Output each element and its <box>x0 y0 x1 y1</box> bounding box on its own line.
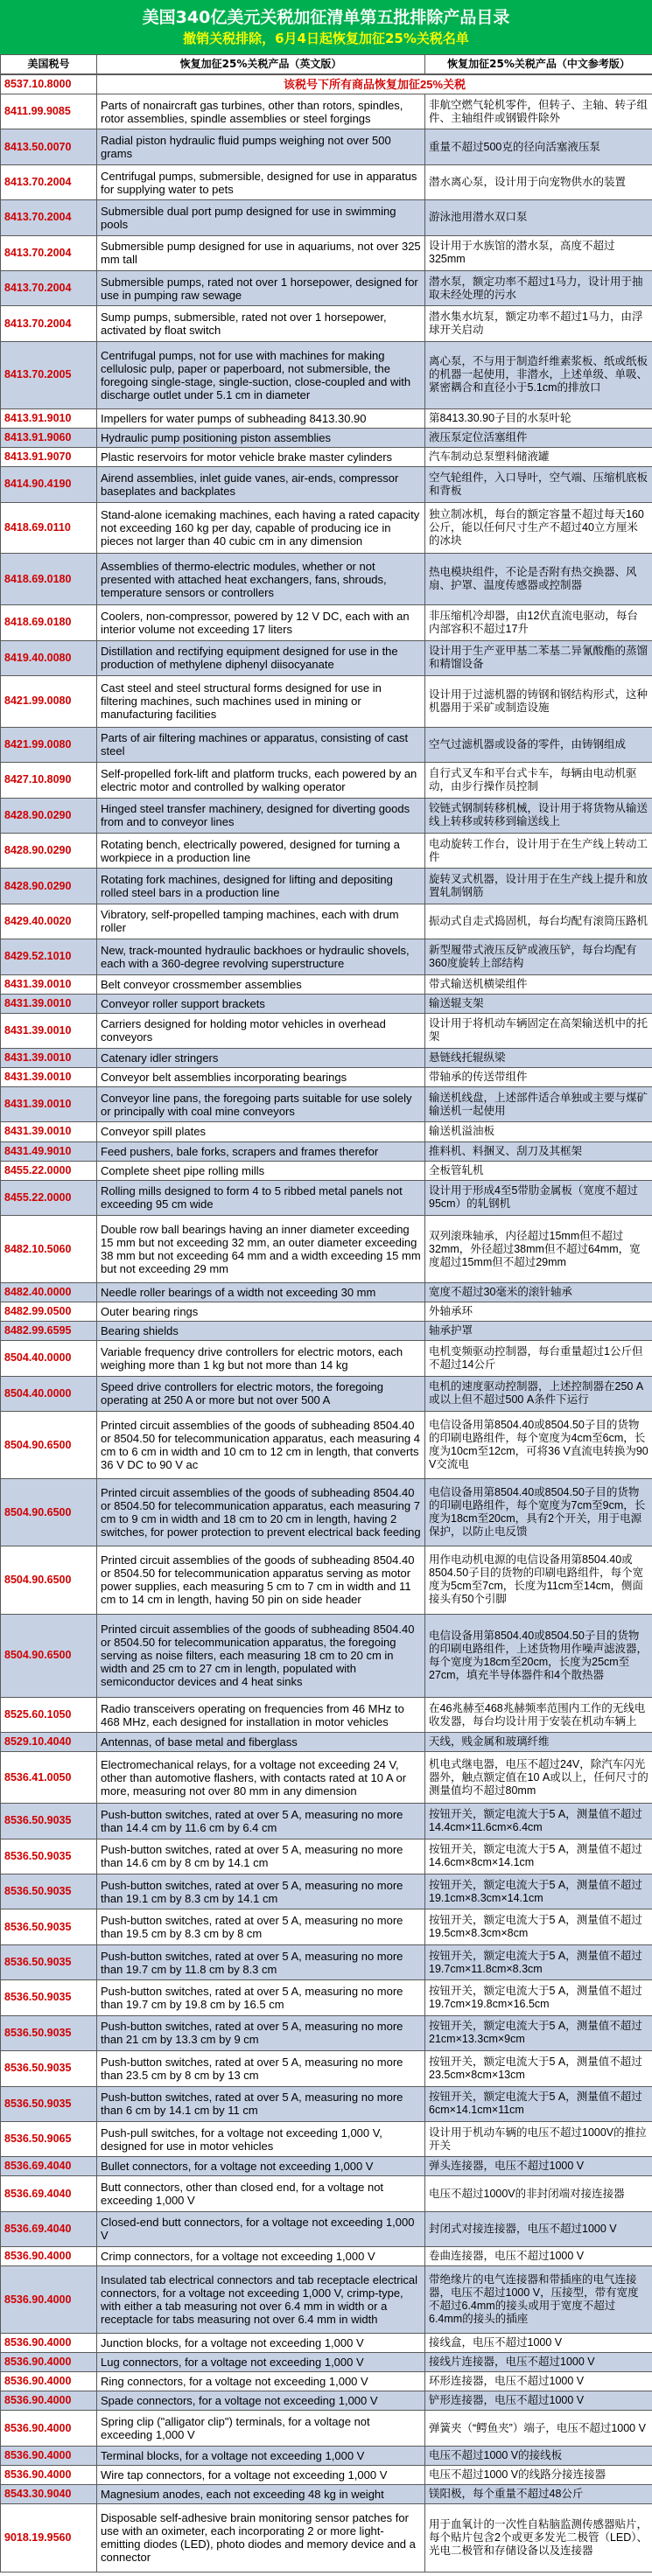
table-row <box>1 675 652 727</box>
tariff-code-cell: 8428.90.0290 <box>1 798 97 833</box>
chinese-description-cell: 空气过滤机器或设备的零件，由铸钢组成 <box>425 727 652 762</box>
tariff-code-cell: 8455.22.0000 <box>1 1161 97 1180</box>
table-row <box>1 341 652 408</box>
table-row <box>1 2211 652 2246</box>
english-description-cell: Double row ball bearings having an inner diameter exceeding 15 mm but not exceeding 32 mm, an outer diameter exceeding 38 mm but not exceeding 64 mm and a width exceeding 15 mm but not exceeding 29 mm <box>97 1215 425 1282</box>
tariff-code-cell: 8525.60.1050 <box>1 1698 97 1733</box>
tariff-code-cell: 8536.50.9035 <box>1 2086 97 2121</box>
english-description-cell: Junction blocks, for a voltage not exceeding 1,000 V <box>97 2334 425 2353</box>
tariff-code-cell: 8504.40.0000 <box>1 1341 97 1376</box>
tariff-code-cell: 8536.50.9035 <box>1 1804 97 1839</box>
chinese-description-cell: 设计用于过滤机器的铸钢和钢结构形式，这种机器用于采矿或制造设施 <box>425 675 652 727</box>
english-description-cell: Bearing shields <box>97 1322 425 1341</box>
english-description-cell: Variable frequency drive controllers for electric motors, each weighing more than 1 kg but not more than 14 kg <box>97 1341 425 1376</box>
chinese-description-cell: 按钮开关，额定电流大于5 A，测量值不超过19.5cm×8.3cm×8cm <box>425 1909 652 1944</box>
chinese-description-cell: 推料机、料捆叉、刮刀及其框架 <box>425 1141 652 1161</box>
chinese-description-cell: 宽度不超过30毫米的滚针轴承 <box>425 1283 652 1302</box>
tariff-code-cell: 8411.99.9085 <box>1 94 97 129</box>
english-description-cell: Push-button switches, rated at over 5 A, measuring no more than 19.5 cm by 8.3 cm by 8 cm <box>97 1909 425 1944</box>
chinese-description-cell: 潜水集水坑泵，额定功率不超过1马力，由浮球开关启动 <box>425 306 652 341</box>
english-description-cell: Conveyor roller support brackets <box>97 994 425 1013</box>
chinese-description-cell: 电信设备用第8504.40或8504.50子目的货物的印刷电路组件，每个宽度为7cm至9cm，长度为18cm至20cm，具有2个开关，用于电源保护，以防止电反馈 <box>425 1479 652 1546</box>
english-description-cell: Parts of nonaircraft gas turbines, other than rotors, spindles, rotor assemblies, spindle assemblies or steel forgings <box>97 94 425 129</box>
table-row <box>1 939 652 974</box>
table-row <box>1 2353 652 2372</box>
chinese-description-cell: 设计用于生产亚甲基二苯基二异氰酸酯的蒸馏和精馏设备 <box>425 640 652 675</box>
tariff-code-cell: 8428.90.0290 <box>1 869 97 904</box>
chinese-description-cell: 在46兆赫至468兆赫频率范围内工作的无线电收发器，每台均设计用于安装在机动车辆上 <box>425 1698 652 1733</box>
table-row <box>1 164 652 199</box>
tariff-code-cell: 8413.70.2004 <box>1 306 97 341</box>
tariff-code-cell: 8413.70.2004 <box>1 271 97 306</box>
english-description-cell: Centrifugal pumps, not for use with machines for making cellulosic pulp, paper or paperboard, not submersible, the foregoing single-stage, single-suction, close-coupled and with discharge outlet under 5.1 cm in diameter <box>97 341 425 408</box>
table-row <box>1 727 652 762</box>
table-row <box>1 869 652 904</box>
table-row <box>1 467 652 502</box>
chinese-description-cell: 铲形连接器，电压不超过1000 V <box>425 2391 652 2411</box>
chinese-description-cell: 离心泵，不与用于制造纤维素浆板、纸或纸板的机器一起使用，非潜水，上述单级、单吸、紧密耦合和直径小于5.1cm的排放口 <box>425 341 652 408</box>
chinese-description-cell: 电信设备用第8504.40或8504.50子目的货物的印刷电路组件，上述货物用作噪声滤波器，每个宽度为18cm至20cm，长度为25cm至27cm，填充半导体器件和4个散热器 <box>425 1614 652 1698</box>
table-row <box>1 798 652 833</box>
english-description-cell: Cast steel and steel structural forms designed for use in filtering machines, such machines used in mining or manufacturing facilities <box>97 675 425 727</box>
chinese-description-cell: 接线盒，电压不超过1000 V <box>425 2334 652 2353</box>
chinese-description-cell: 全板管轧机 <box>425 1161 652 1180</box>
tariff-code-cell: 8413.91.9010 <box>1 409 97 429</box>
header-english: 恢复加征25%关税产品（英文版） <box>97 55 425 74</box>
table-row <box>1 1161 652 1180</box>
tariff-code-cell: 8536.90.4000 <box>1 2465 97 2484</box>
english-description-cell: Rolling mills designed to form 4 to 5 ribbed metal panels not exceeding 95 cm wide <box>97 1180 425 1215</box>
table-row <box>1 129 652 164</box>
table-row <box>1 502 652 554</box>
english-description-cell: Terminal blocks, for a voltage not exceeding 1,000 V <box>97 2446 425 2465</box>
tariff-code-cell: 8536.90.4000 <box>1 2353 97 2372</box>
chinese-description-cell: 电信设备用第8504.40或8504.50子目的货物的印刷电路组件，每个宽度为4cm至6cm，长度为10cm至12cm，可将36 V直流电转换为90 V交流电 <box>425 1412 652 1479</box>
tariff-code-cell: 8536.90.4000 <box>1 2334 97 2353</box>
chinese-description-cell: 按钮开关，额定电流大于5 A，测量值不超过6cm×14.1cm×11cm <box>425 2086 652 2121</box>
table-row <box>1 974 652 994</box>
english-description-cell: Disposable self-adhesive brain monitoring sensor patches for use with an oximeter, each incorporating 2 or more light-emitting diodes (LED), photo diodes and memory device and a connector <box>97 2503 425 2572</box>
english-description-cell: Printed circuit assemblies of the goods of subheading 8504.40 or 8504.50 for telecommunication apparatus, the foregoing serving as noise filters, each measuring 18 cm to 20 cm in width and 25 cm to 27 cm in length, populated with semiconductor devices and 4 heat sinks <box>97 1614 425 1698</box>
english-description-cell: Sump pumps, submersible, rated not over 1 horsepower, activated by float switch <box>97 306 425 341</box>
table-row <box>1 640 652 675</box>
chinese-description-cell: 新型履带式液压反铲或液压铲，每台均配有360度旋转上部结构 <box>425 939 652 974</box>
english-description-cell: Hinged steel transfer machinery, designed for diverting goods from and to conveyor lines <box>97 798 425 833</box>
chinese-description-cell: 游泳池用潜水双口泵 <box>425 200 652 235</box>
chinese-description-cell: 潜水泵，额定功率不超过1马力，设计用于抽取未经处理的污水 <box>425 271 652 306</box>
tariff-code-cell: 8536.69.4040 <box>1 2211 97 2246</box>
english-description-cell: Needle roller bearings of a width not exceeding 30 mm <box>97 1283 425 1302</box>
english-description-cell: Assemblies of thermo-electric modules, whether or not presented with attached heat exchangers, fans, shrouds, temperature sensors or controllers <box>97 554 425 605</box>
table-row <box>1 605 652 640</box>
english-description-cell: Printed circuit assemblies of the goods of subheading 8504.40 or 8504.50 for telecommunication apparatus serving as motor power supplies, each measuring 5 cm to 7 cm in width and 11 cm to 14 cm in length, having 50 pin on side header <box>97 1546 425 1614</box>
table-row <box>1 2391 652 2411</box>
chinese-description-cell: 输送辊支架 <box>425 994 652 1013</box>
english-description-cell: Belt conveyor crossmember assemblies <box>97 974 425 994</box>
english-description-cell: Printed circuit assemblies of the goods of subheading 8504.40 or 8504.50 for telecommunication apparatus, each measuring 7 cm to 9 cm in width and 18 cm to 20 cm in length, having 2 switches, for power protection to prevent electrical back feeding <box>97 1479 425 1546</box>
table-row <box>1 2334 652 2353</box>
english-description-cell: Radial piston hydraulic fluid pumps weighing not over 500 grams <box>97 129 425 164</box>
restore-all-note: 该税号下所有商品恢复加征25%关税 <box>97 75 652 94</box>
english-description-cell: Conveyor belt assemblies incorporating bearings <box>97 1068 425 1087</box>
english-description-cell: Rotating bench, electrically powered, designed for turning a workpiece in a production line <box>97 833 425 868</box>
english-description-cell: Conveyor line pans, the foregoing parts suitable for use solely or principally with coal mine conveyors <box>97 1087 425 1122</box>
chinese-description-cell: 设计用于机动车辆的电压不超过1000V的推拉开关 <box>425 2121 652 2156</box>
chinese-description-cell: 输送机溢油板 <box>425 1122 652 1141</box>
chinese-description-cell: 独立制冰机，每台的额定容量不超过每天160公斤，能以任何尺寸生产不超过40立方厘米的冰块 <box>425 502 652 554</box>
chinese-description-cell: 自行式叉车和平台式卡车，每辆由电动机驱动，由步行操作员控制 <box>425 763 652 798</box>
english-description-cell: Closed-end butt connectors, for a voltage not exceeding 1,000 V <box>97 2211 425 2246</box>
tariff-code-cell: 8418.69.0180 <box>1 605 97 640</box>
chinese-description-cell: 液压泵定位活塞组件 <box>425 429 652 448</box>
chinese-description-cell: 按钮开关，额定电流大于5 A，测量值不超过19.7cm×11.8cm×8.3cm <box>425 1944 652 1979</box>
english-description-cell: Electromechanical relays, for a voltage not exceeding 24 V, other than automotive flashers, with contacts rated at 10 A or more, measuring not over 80 mm in any dimension <box>97 1752 425 1804</box>
table-row <box>1 1839 652 1874</box>
tariff-code-cell: 8421.99.0080 <box>1 727 97 762</box>
english-description-cell: Push-button switches, rated at over 5 A, measuring no more than 23.5 cm by 8 cm by 13 cm <box>97 2051 425 2086</box>
tariff-code-cell: 8418.69.0180 <box>1 554 97 605</box>
table-row <box>1 409 652 429</box>
english-description-cell: Insulated tab electrical connectors and tab receptacle electrical connectors, for a voltage not exceeding 1,000 V, crimp-type, with either a tab measuring not over 6.4 mm in width or a receptacle for tabs measuring not over 6.4 mm in width <box>97 2266 425 2334</box>
table-row <box>1 1980 652 2015</box>
english-description-cell: Self-propelled fork-lift and platform trucks, each powered by an electric motor and controlled by walking operator <box>97 763 425 798</box>
table-row <box>1 1479 652 1546</box>
english-description-cell: Printed circuit assemblies of the goods of subheading 8504.40 or 8504.50 for telecommunication apparatus, each measuring 4 cm to 6 cm in width and 10 cm to 12 cm in length, that converts 36 V DC to 90 V ac <box>97 1412 425 1479</box>
chinese-description-cell: 弹簧夹（“鳄鱼夹”）端子，电压不超过1000 V <box>425 2411 652 2446</box>
chinese-description-cell: 按钮开关，额定电流大于5 A，测量值不超过23.5cm×8cm×13cm <box>425 2051 652 2086</box>
english-description-cell: Parts of air filtering machines or apparatus, consisting of cast steel <box>97 727 425 762</box>
chinese-description-cell: 设计用于将机动车辆固定在高架输送机中的托架 <box>425 1013 652 1048</box>
tariff-code-cell: 8429.52.1010 <box>1 939 97 974</box>
table-row <box>1 2372 652 2391</box>
table-row <box>1 75 652 94</box>
header-chinese: 恢复加征25%关税产品（中文参考版） <box>425 55 652 74</box>
table-row <box>1 1013 652 1048</box>
table-row <box>1 1733 652 1752</box>
tariff-code-cell: 8504.90.6500 <box>1 1412 97 1479</box>
table-row <box>1 94 652 129</box>
tariff-code-cell: 8431.39.0010 <box>1 1087 97 1122</box>
chinese-description-cell: 带轴承的传送带组件 <box>425 1068 652 1087</box>
english-description-cell: Crimp connectors, for a voltage not exceeding 1,000 V <box>97 2247 425 2266</box>
tariff-code-cell: 8536.50.9035 <box>1 2015 97 2050</box>
table-row <box>1 2411 652 2446</box>
table-row <box>1 554 652 605</box>
chinese-description-cell: 带式输送机横梁组件 <box>425 974 652 994</box>
tariff-code-cell: 8429.40.0020 <box>1 904 97 939</box>
tariff-code-cell: 8413.70.2005 <box>1 341 97 408</box>
chinese-description-cell: 重量不超过500克的径向活塞液压泵 <box>425 129 652 164</box>
chinese-description-cell: 电压不超过1000 V的线路分接连接器 <box>425 2465 652 2484</box>
english-description-cell: Impellers for water pumps of subheading 8413.30.90 <box>97 409 425 429</box>
table-row <box>1 448 652 467</box>
tariff-code-cell: 8431.39.0010 <box>1 1049 97 1068</box>
table-row <box>1 1087 652 1122</box>
table-row <box>1 2503 652 2572</box>
english-description-cell: Catenary idler stringers <box>97 1049 425 1068</box>
table-row <box>1 1874 652 1909</box>
tariff-code-cell: 8536.50.9035 <box>1 2051 97 2086</box>
table-row <box>1 1909 652 1944</box>
table-row <box>1 200 652 235</box>
tariff-code-cell: 8431.39.0010 <box>1 1013 97 1048</box>
table-row <box>1 1341 652 1376</box>
table-row <box>1 1376 652 1411</box>
english-description-cell: Airend assemblies, inlet guide vanes, air-ends, compressor baseplates and backplates <box>97 467 425 502</box>
chinese-description-cell: 电机变频驱动控制器，每台重量超过1公斤但不超过14公斤 <box>425 1341 652 1376</box>
english-description-cell: Ring connectors, for a voltage not exceeding 1,000 V <box>97 2372 425 2391</box>
title-banner <box>0 0 652 54</box>
tariff-code-cell: 8504.90.6500 <box>1 1546 97 1614</box>
tariff-code-cell: 8482.99.0500 <box>1 1302 97 1322</box>
english-description-cell: Centrifugal pumps, submersible, designed for use in apparatus for supplying water to pets <box>97 164 425 199</box>
tariff-code-cell: 8455.22.0000 <box>1 1180 97 1215</box>
table-row <box>1 2266 652 2334</box>
tariff-code-cell: 8413.50.0070 <box>1 129 97 164</box>
english-description-cell: Push-pull switches, for a voltage not exceeding 1,000 V, designed for use in motor vehicles <box>97 2121 425 2156</box>
chinese-description-cell: 镁阳极，每个重量不超过48公斤 <box>425 2484 652 2503</box>
table-row <box>1 1614 652 1698</box>
table-row <box>1 833 652 868</box>
chinese-description-cell: 电压不超过1000 V的接线板 <box>425 2446 652 2465</box>
tariff-code-cell: 8431.39.0010 <box>1 1068 97 1087</box>
chinese-description-cell: 封闭式对接连接器，电压不超过1000 V <box>425 2211 652 2246</box>
table-row <box>1 1752 652 1804</box>
tariff-code-cell: 8536.50.9035 <box>1 1980 97 2015</box>
english-description-cell: Vibratory, self-propelled tamping machines, each with drum roller <box>97 904 425 939</box>
table-row <box>1 1546 652 1614</box>
tariff-code-cell: 8529.10.4040 <box>1 1733 97 1752</box>
page-title: 美国340亿美元关税加征清单第五批排除产品目录 <box>142 8 510 27</box>
table-row <box>1 1215 652 1282</box>
english-description-cell: Speed drive controllers for electric motors, the foregoing operating at 250 A or more but not over 500 A <box>97 1376 425 1411</box>
english-description-cell: Butt connectors, other than closed end, for a voltage not exceeding 1,000 V <box>97 2176 425 2211</box>
tariff-code-cell: 8431.39.0010 <box>1 994 97 1013</box>
table-row <box>1 763 652 798</box>
tariff-code-cell: 8431.39.0010 <box>1 974 97 994</box>
chinese-description-cell: 电动旋转工作台，设计用于在生产线上转动工件 <box>425 833 652 868</box>
chinese-description-cell: 热电模块组件，不论是否附有热交换器、风扇、护罩、温度传感器或控制器 <box>425 554 652 605</box>
chinese-description-cell: 外轴承环 <box>425 1302 652 1322</box>
chinese-description-cell: 按钮开关，额定电流大于5 A，测量值不超过14.4cm×11.6cm×6.4cm <box>425 1804 652 1839</box>
chinese-description-cell: 用于血氧计的一次性自粘脑监测传感器贴片，每个贴片包含2个或更多发光二极管（LED）、光电二极管和存储设备以及连接器 <box>425 2503 652 2572</box>
english-description-cell: Spade connectors, for a voltage not exceeding 1,000 V <box>97 2391 425 2411</box>
table-row <box>1 271 652 306</box>
chinese-description-cell: 按钮开关，额定电流大于5 A，测量值不超过21cm×13.3cm×9cm <box>425 2015 652 2050</box>
tariff-code-cell: 8504.90.6500 <box>1 1614 97 1698</box>
tariff-code-cell: 8482.10.5060 <box>1 1215 97 1282</box>
tariff-table-body <box>1 75 652 2573</box>
tariff-code-cell: 8536.69.4040 <box>1 2157 97 2176</box>
tariff-code-cell: 8536.90.4000 <box>1 2266 97 2334</box>
table-row <box>1 1302 652 1322</box>
tariff-code-cell: 8536.50.9065 <box>1 2121 97 2156</box>
table-row <box>1 306 652 341</box>
table-row <box>1 2015 652 2050</box>
table-row <box>1 2465 652 2484</box>
tariff-code-cell: 8536.90.4000 <box>1 2411 97 2446</box>
english-description-cell: Conveyor spill plates <box>97 1122 425 1141</box>
tariff-code-cell: 8414.90.4190 <box>1 467 97 502</box>
english-description-cell: Plastic reservoirs for motor vehicle brake master cylinders <box>97 448 425 467</box>
chinese-description-cell: 卷曲连接器，电压不超过1000 V <box>425 2247 652 2266</box>
english-description-cell: Outer bearing rings <box>97 1302 425 1322</box>
chinese-description-cell: 接线片连接器，电压不超过1000 V <box>425 2353 652 2372</box>
tariff-code-cell: 8427.10.8090 <box>1 763 97 798</box>
english-description-cell: Feed pushers, bale forks, scrapers and frames therefor <box>97 1141 425 1161</box>
chinese-description-cell: 铰链式钢制转移机械，设计用于将货物从输送线上转移或转移到输送线上 <box>425 798 652 833</box>
tariff-code-cell: 8413.70.2004 <box>1 235 97 270</box>
tariff-code-cell: 8413.91.9070 <box>1 448 97 467</box>
chinese-description-cell: 空气轮组件，入口导叶，空气端、压缩机底板和背板 <box>425 467 652 502</box>
table-row <box>1 429 652 448</box>
english-description-cell: Magnesium anodes, each not exceeding 48 kg in weight <box>97 2484 425 2503</box>
table-row <box>1 1322 652 1341</box>
tariff-code-cell: 8413.70.2004 <box>1 164 97 199</box>
tariff-code-cell: 8418.69.0110 <box>1 502 97 554</box>
table-row <box>1 1804 652 1839</box>
chinese-description-cell: 电机的速度驱动控制器，上述控制器在250 A或以上但不超过500 A条件下运行 <box>425 1376 652 1411</box>
tariff-code-cell: 8482.40.0000 <box>1 1283 97 1302</box>
tariff-code-cell: 8431.39.0010 <box>1 1122 97 1141</box>
english-description-cell: Lug connectors, for a voltage not exceeding 1,000 V <box>97 2353 425 2372</box>
table-row <box>1 1698 652 1733</box>
tariff-code-cell: 8536.90.4000 <box>1 2446 97 2465</box>
chinese-description-cell: 振动式自走式捣固机，每台均配有滚筒压路机 <box>425 904 652 939</box>
tariff-code-cell: 8482.99.6595 <box>1 1322 97 1341</box>
english-description-cell: Antennas, of base metal and fiberglass <box>97 1733 425 1752</box>
english-description-cell: Complete sheet pipe rolling mills <box>97 1161 425 1180</box>
tariff-code-cell: 8504.40.0000 <box>1 1376 97 1411</box>
page-subtitle: 撤销关税排除，6月4日起恢复加征25%关税名单 <box>183 31 469 46</box>
chinese-description-cell: 环形连接器，电压不超过1000 V <box>425 2372 652 2391</box>
table-row <box>1 1412 652 1479</box>
english-description-cell: Push-button switches, rated at over 5 A, measuring no more than 14.4 cm by 11.6 cm by 6.4 cm <box>97 1804 425 1839</box>
tariff-code-cell: 8428.90.0290 <box>1 833 97 868</box>
chinese-description-cell: 机电式继电器，电压不超过24V，除汽车闪光器外，触点额定值在10 A或以上，任何尺寸的测量值均不超过80mm <box>425 1752 652 1804</box>
chinese-description-cell: 非压缩机冷却器，由12伏直流电驱动，每台内部容积不超过17升 <box>425 605 652 640</box>
table-row <box>1 1068 652 1087</box>
table-row <box>1 2086 652 2121</box>
chinese-description-cell: 第8413.30.90子目的水泵叶轮 <box>425 409 652 429</box>
english-description-cell: Push-button switches, rated at over 5 A, measuring no more than 14.6 cm by 8 cm by 14.1 cm <box>97 1839 425 1874</box>
tariff-code-cell: 8536.50.9035 <box>1 1909 97 1944</box>
tariff-code-cell: 8537.10.8000 <box>1 75 97 94</box>
table-row <box>1 2247 652 2266</box>
tariff-code-cell: 8413.70.2004 <box>1 200 97 235</box>
table-row <box>1 2121 652 2156</box>
tariff-code-cell: 8536.90.4000 <box>1 2391 97 2411</box>
header-row <box>1 55 652 74</box>
chinese-description-cell: 用作电动机电源的电信设备用第8504.40或8504.50子目的货物的印刷电路组件，每个宽度为5cm至7cm，长度为11cm至14cm，侧面接头有50个引脚 <box>425 1546 652 1614</box>
chinese-description-cell: 电压不超过1000V的非封闭端对接连接器 <box>425 2176 652 2211</box>
table-row <box>1 994 652 1013</box>
chinese-description-cell: 弹头连接器，电压不超过1000 V <box>425 2157 652 2176</box>
chinese-description-cell: 潜水离心泵，设计用于向宠物供水的装置 <box>425 164 652 199</box>
english-description-cell: Distillation and rectifying equipment designed for use in the production of methylene diphenyl diisocyanate <box>97 640 425 675</box>
tariff-code-cell: 8413.91.9060 <box>1 429 97 448</box>
table-row <box>1 2484 652 2503</box>
tariff-code-cell: 8543.30.9040 <box>1 2484 97 2503</box>
english-description-cell: Push-button switches, rated at over 5 A, measuring no more than 21 cm by 13.3 cm by 9 cm <box>97 2015 425 2050</box>
english-description-cell: Spring clip ("alligator clip") terminals, for a voltage not exceeding 1,000 V <box>97 2411 425 2446</box>
table-row <box>1 2446 652 2465</box>
chinese-description-cell: 输送机线盘，上述部件适合单独或主要与煤矿输送机一起使用 <box>425 1087 652 1122</box>
english-description-cell: Push-button switches, rated at over 5 A, measuring no more than 6 cm by 14.1 cm by 11 cm <box>97 2086 425 2121</box>
chinese-description-cell: 轴承护罩 <box>425 1322 652 1341</box>
tariff-code-cell: 8536.50.9035 <box>1 1874 97 1909</box>
english-description-cell: Submersible pumps, rated not over 1 horsepower, designed for use in pumping raw sewage <box>97 271 425 306</box>
tariff-code-cell: 8431.49.9010 <box>1 1141 97 1161</box>
table-row <box>1 1122 652 1141</box>
tariff-code-cell: 8536.41.0050 <box>1 1752 97 1804</box>
tariff-code-cell: 8504.90.6500 <box>1 1479 97 1546</box>
chinese-description-cell: 带绝缘片的电气连接器和带插座的电气连接器，电压不超过1000 V，压接型，带有宽度不超过6.4mm的接头或用于宽度不超过6.4mm的接头的插座 <box>425 2266 652 2334</box>
tariff-code-cell: 8536.90.4000 <box>1 2247 97 2266</box>
table-row <box>1 1944 652 1979</box>
english-description-cell: Wire tap connectors, for a voltage not exceeding 1,000 V <box>97 2465 425 2484</box>
tariff-table <box>0 74 652 2573</box>
chinese-description-cell: 按钮开关，额定电流大于5 A，测量值不超过19.7cm×19.8cm×16.5cm <box>425 1980 652 2015</box>
english-description-cell: Carriers designed for holding motor vehicles in overhead conveyors <box>97 1013 425 1048</box>
english-description-cell: Hydraulic pump positioning piston assemblies <box>97 429 425 448</box>
table-row <box>1 235 652 270</box>
chinese-description-cell: 双列滚珠轴承，内径超过15mm但不超过32mm，外径超过38mm但不超过64mm，宽度超过15mm但不超过29mm <box>425 1215 652 1282</box>
english-description-cell: Radio transceivers operating on frequencies from 46 MHz to 468 MHz, each designed for installation in motor vehicles <box>97 1698 425 1733</box>
tariff-code-cell: 8419.40.0080 <box>1 640 97 675</box>
english-description-cell: Push-button switches, rated at over 5 A, measuring no more than 19.7 cm by 11.8 cm by 8.3 cm <box>97 1944 425 1979</box>
table-row <box>1 1141 652 1161</box>
tariff-code-cell: 8536.50.9035 <box>1 1839 97 1874</box>
chinese-description-cell: 按钮开关，额定电流大于5 A，测量值不超过14.6cm×8cm×14.1cm <box>425 1839 652 1874</box>
english-description-cell: Coolers, non-compressor, powered by 12 V DC, each with an interior volume not exceeding 17 liters <box>97 605 425 640</box>
chinese-description-cell: 非航空燃气轮机零件，但转子、主轴、转子组件、主轴组件或钢锻件除外 <box>425 94 652 129</box>
header-tariff-code: 美国税号 <box>1 55 97 74</box>
english-description-cell: Submersible dual port pump designed for use in swimming pools <box>97 200 425 235</box>
english-description-cell: Bullet connectors, for a voltage not exceeding 1,000 V <box>97 2157 425 2176</box>
table-row <box>1 2051 652 2086</box>
english-description-cell: Push-button switches, rated at over 5 A, measuring no more than 19.7 cm by 19.8 cm by 16.5 cm <box>97 1980 425 2015</box>
chinese-description-cell: 汽车制动总泵塑料储液罐 <box>425 448 652 467</box>
chinese-description-cell: 设计用于水族馆的潜水泵，高度不超过325mm <box>425 235 652 270</box>
table-row <box>1 1283 652 1302</box>
tariff-code-cell: 8536.90.4000 <box>1 2372 97 2391</box>
tariff-code-cell: 8536.50.9035 <box>1 1944 97 1979</box>
table-row <box>1 2176 652 2211</box>
table-row <box>1 1049 652 1068</box>
english-description-cell: New, track-mounted hydraulic backhoes or hydraulic shovels, each with a 360-degree revolving superstructure <box>97 939 425 974</box>
table-header <box>0 54 652 74</box>
table-row <box>1 904 652 939</box>
table-row <box>1 2157 652 2176</box>
chinese-description-cell: 天线，贱金属和玻璃纤维 <box>425 1733 652 1752</box>
chinese-description-cell: 设计用于形成4至5带肋金属板（宽度不超过95cm）的轧钢机 <box>425 1180 652 1215</box>
tariff-code-cell: 8421.99.0080 <box>1 675 97 727</box>
chinese-description-cell: 悬链线托辊纵梁 <box>425 1049 652 1068</box>
tariff-code-cell: 8536.69.4040 <box>1 2176 97 2211</box>
english-description-cell: Rotating fork machines, designed for lifting and depositing rolled steel bars in a production line <box>97 869 425 904</box>
english-description-cell: Push-button switches, rated at over 5 A, measuring no more than 19.1 cm by 8.3 cm by 14.1 cm <box>97 1874 425 1909</box>
tariff-code-cell: 9018.19.9560 <box>1 2503 97 2572</box>
table-row <box>1 1180 652 1215</box>
english-description-cell: Stand-alone icemaking machines, each having a rated capacity not exceeding 160 kg per day, capable of producing ice in pieces not larger than 40 cubic cm in any dimension <box>97 502 425 554</box>
chinese-description-cell: 旋转叉式机器，设计用于在生产线上提升和放置轧制钢筋 <box>425 869 652 904</box>
english-description-cell: Submersible pump designed for use in aquariums, not over 325 mm tall <box>97 235 425 270</box>
chinese-description-cell: 按钮开关，额定电流大于5 A，测量值不超过19.1cm×8.3cm×14.1cm <box>425 1874 652 1909</box>
